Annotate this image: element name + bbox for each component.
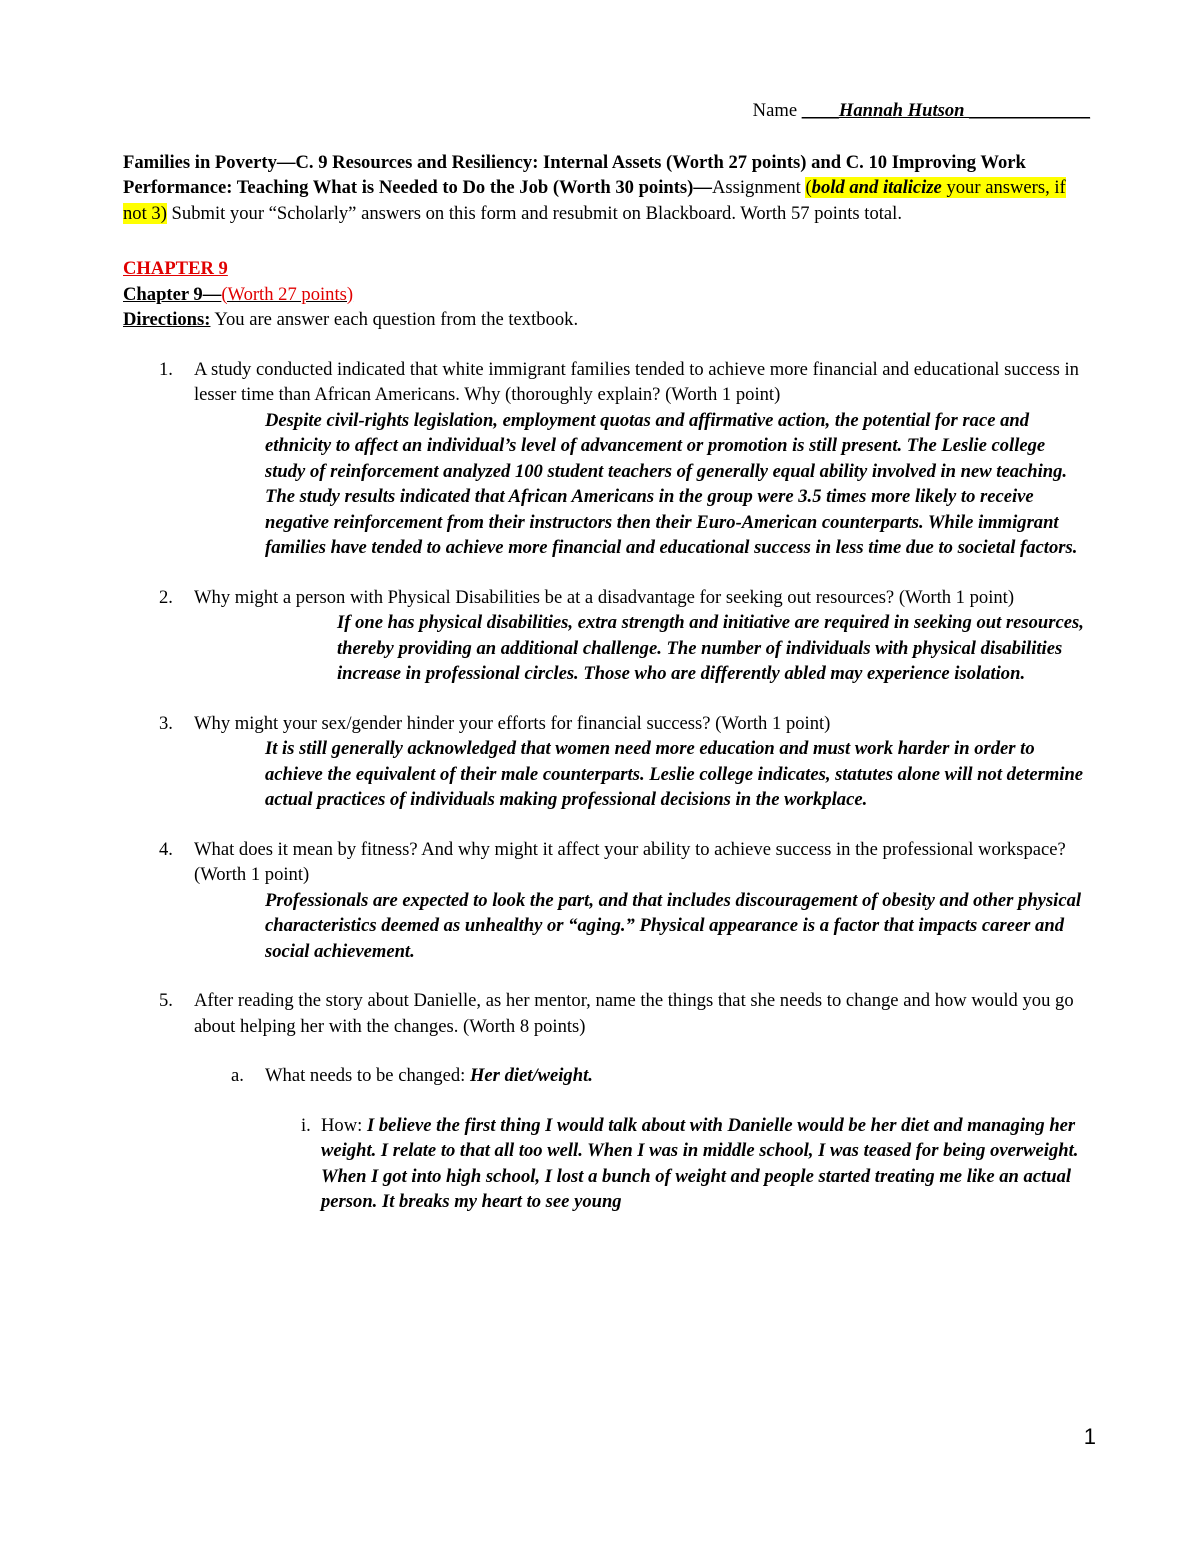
highlight-open-paren: ( [805,177,812,198]
question-answer: It is still generally acknowledged that women need more education and must work harder in order to achieve the equivalent of their male counterparts. Leslie college indicates, statutes alone will not determine actual practices of individuals making professional decisions in the workplace. [265,738,1084,810]
sub-item-letter: a. [231,1065,244,1086]
chapter-heading: CHAPTER 9 [123,258,228,279]
assignment-label: Assignment [711,177,806,198]
student-name: Hannah Hutson [838,100,970,121]
chapter-sub-label: Chapter 9— [123,283,222,305]
question-text: Why might a person with Physical Disabilities be at a disadvantage for seeking out resources? (Worth 1 point) [194,586,1015,608]
question-item [123,585,1090,687]
assignment-title [123,150,1090,227]
question-answer: If one has physical disabilities, extra strength and initiative are required in seeking out resources, thereby providing an additional challenge. The number of individuals with physical disabilities increase in professional circles. Those who are differently abled may experience isolation. [337,612,1084,684]
assignment-instructions: Submit your “Scholarly” answers on this form and resubmit on Blackboard. Worth 57 points total. [166,202,902,224]
sub-item-roman: i. [301,1114,311,1136]
name-underline-pre: ____ [801,100,839,121]
sub-item-i [123,1113,1090,1215]
directions-text: You are answer each question from the textbook. [210,309,579,330]
directions [123,307,1090,333]
name-label: Name [752,100,802,121]
page-number: 1 [1083,1424,1096,1449]
question-item [123,837,1090,965]
sub-item-a [123,1063,1090,1089]
question-answer: Despite civil-rights legislation, employment quotas and affirmative action, the potential for race and ethnicity to affect an individual’s level of advancement or promotion is still present. The Leslie college study of reinforcement analyzed 100 student teachers of generally equal ability involved in new teaching. The study results indicated that African Americans in the group were 3.5 times more likely to receive negative reinforcement from their instructors then their Euro-American counterparts. While immigrant families have tended to achieve more financial and educational success in less time due to societal factors. [265,409,1078,558]
question-text: Why might your sex/gender hinder your efforts for financial success? (Worth 1 point) [194,712,831,734]
name-line [123,98,1090,124]
question-number: 3. [159,712,173,734]
chapter-subheading [123,282,1090,308]
question-number: 2. [159,586,173,608]
question-item [123,711,1090,813]
assignment-title-bold: Families in Poverty—C. 9 Resources and Resiliency: Internal Assets (Worth 27 points) and C. 10 Improving Work Performance: Teaching What is Needed to Do the Job (Worth 30 points)— [123,151,1026,198]
name-underline-post: _____________ [969,100,1090,121]
document-body [123,98,1090,1215]
question-text: After reading the story about Danielle, as her mentor, name the things that she needs to change and how would you go about helping her with the changes. (Worth 8 points) [194,990,1074,1037]
sub-item-how-answer: I believe the first thing I would talk about with Danielle would be her diet and managing her weight. I relate to that all too well. When I was in middle school, I was teased for being overweight. When I got into high school, I lost a bunch of weight and people started treating me like an actual person. It breaks my heart to see young [321,1114,1079,1212]
question-number: 4. [159,838,173,860]
chapter-worth: (Worth 27 points) [221,283,354,305]
question-item [123,988,1090,1039]
question-answer: Professionals are expected to look the part, and that includes discouragement of obesity and other physical characteristics deemed as unhealthy or “aging.” Physical appearance is a factor that impacts career and social achievement. [265,889,1082,962]
sub-item-label: What needs to be changed: [265,1065,470,1086]
question-number: 1. [159,358,173,380]
highlight-rest: your answers, if not 3) [123,177,1066,224]
question-text: A study conducted indicated that white immigrant families tended to achieve more financial and educational success in lesser time than African Americans. Why (thoroughly explain? (Worth 1 point) [194,358,1079,405]
sub-item-how-label: How: [321,1114,367,1136]
sub-item-answer: Her diet/weight. [469,1065,593,1086]
question-text: What does it mean by fitness? And why might it affect your ability to achieve success in the professional workspace? (Worth 1 point) [194,838,1066,885]
question-list [123,357,1090,1040]
directions-label: Directions: [123,309,211,330]
highlight-bold-italic: bold and italicize [811,177,942,198]
question-item [123,357,1090,561]
question-number: 5. [159,990,173,1011]
